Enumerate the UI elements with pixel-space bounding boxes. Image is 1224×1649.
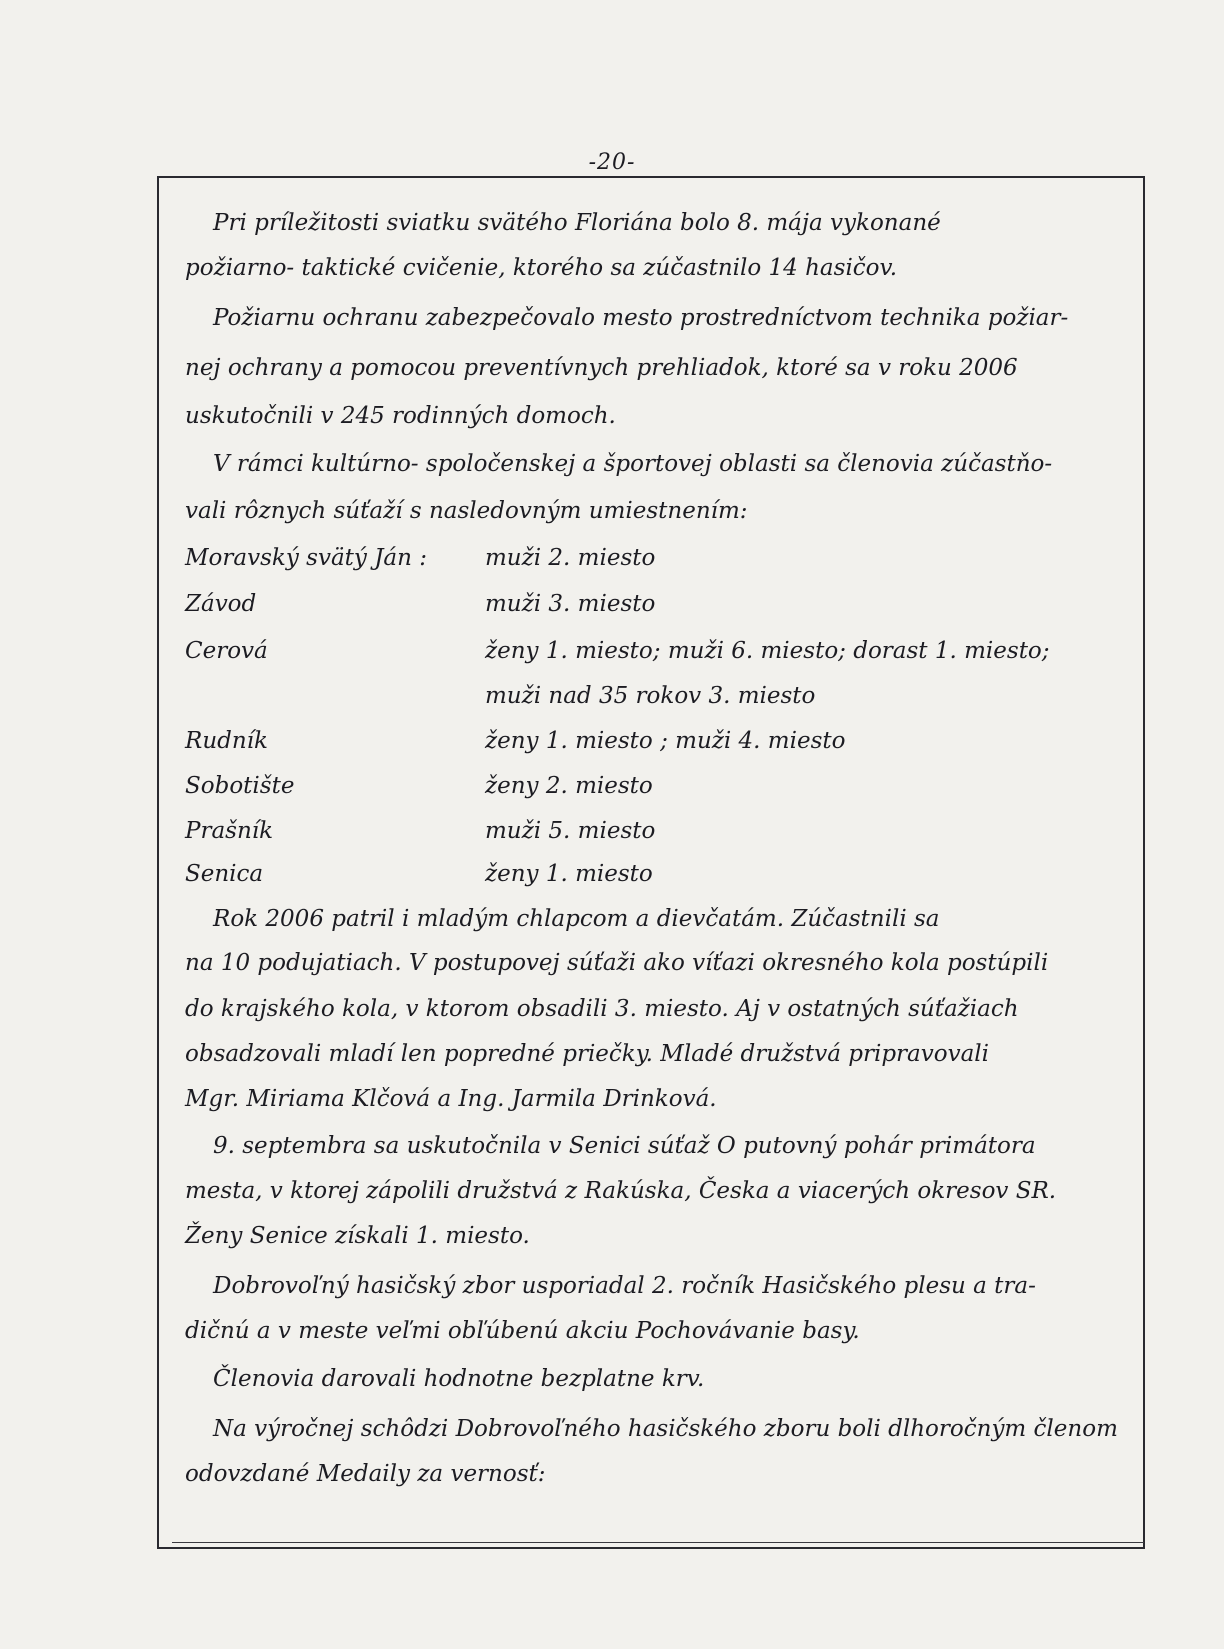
text-line: uskutočnili v 245 rodinných domoch. [185,403,616,429]
text-line: Dobrovoľný hasičský zbor usporiadal 2. ročník Hasičského plesu a tra- [213,1273,1036,1299]
page-number: -20- [588,150,636,175]
text-line: vali rôznych súťaží s nasledovným umiestnením: [185,498,748,524]
result-place: Moravský svätý Ján : [185,545,428,571]
result-place: Cerová [185,638,268,664]
text-line: V rámci kultúrno- spoločenskej a športovej oblasti sa členovia zúčastňo- [213,451,1053,477]
text-line: mesta, v ktorej zápolili družstvá z Rakúska, Česka a viacerých okresov SR. [185,1178,1057,1204]
result-value: ženy 1. miesto [485,861,653,887]
result-place: Sobotište [185,773,295,799]
result-place: Senica [185,861,264,887]
text-line: dičnú a v meste veľmi obľúbenú akciu Pochovávanie basy. [185,1318,860,1344]
result-value: ženy 2. miesto [485,773,653,799]
result-value: muži nad 35 rokov 3. miesto [485,683,816,709]
text-line: Na výročnej schôdzi Dobrovoľného hasičského zboru boli dlhoročným členom [213,1416,1118,1442]
result-value: muži 2. miesto [485,545,656,571]
frame-bottom-rule [172,1542,1144,1543]
result-value: muži 3. miesto [485,591,656,617]
text-line: Mgr. Miriama Klčová a Ing. Jarmila Drinková. [185,1086,717,1112]
text-line: Pri príležitosti sviatku svätého Floriána bolo 8. mája vykonané [213,210,941,236]
text-line: odovzdané Medaily za vernosť: [185,1461,546,1487]
result-value: ženy 1. miesto; muži 6. miesto; dorast 1. miesto; [485,638,1050,664]
text-line: Rok 2006 patril i mladým chlapcom a dievčatám. Zúčastnili sa [213,906,940,932]
result-place: Rudník [185,728,268,754]
text-line: nej ochrany a pomocou preventívnych prehliadok, ktoré sa v roku 2006 [185,355,1018,381]
text-line: Členovia darovali hodnotne bezplatne krv. [213,1366,705,1392]
text-line: Požiarnu ochranu zabezpečovalo mesto prostredníctvom technika požiar- [213,305,1069,331]
result-place: Prašník [185,818,274,844]
text-line: do krajského kola, v ktorom obsadili 3. miesto. Aj v ostatných súťažiach [185,996,1019,1022]
text-line: 9. septembra sa uskutočnila v Senici súťaž O putovný pohár primátora [213,1133,1036,1159]
text-line: Ženy Senice získali 1. miesto. [185,1223,530,1249]
result-value: muži 5. miesto [485,818,656,844]
text-line: obsadzovali mladí len popredné priečky. Mladé družstvá pripravovali [185,1041,990,1067]
text-line: na 10 podujatiach. V postupovej súťaži ako víťazi okresného kola postúpili [185,950,1049,976]
text-line: požiarno- taktické cvičenie, ktorého sa zúčastnilo 14 hasičov. [185,255,898,281]
result-place: Závod [185,591,257,617]
result-value: ženy 1. miesto ; muži 4. miesto [485,728,846,754]
